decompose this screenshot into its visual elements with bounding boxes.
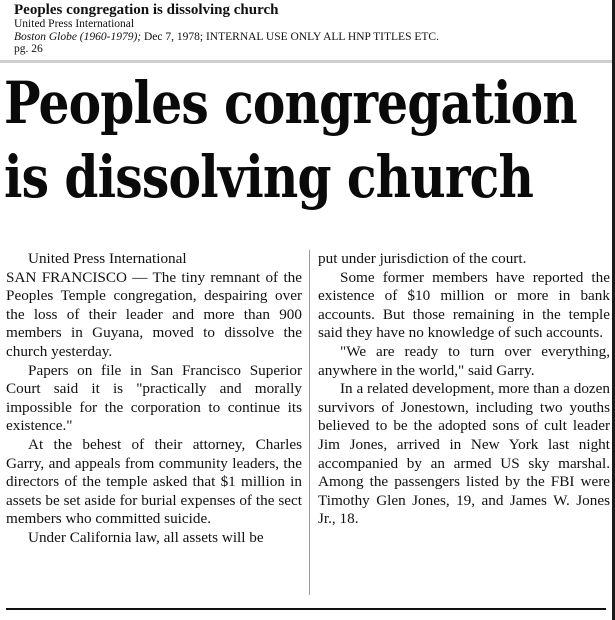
headline-line-2: is dissolving church (4, 143, 534, 211)
headline-line-1: Peoples congregation (4, 69, 577, 137)
citation-source: United Press International (14, 18, 135, 30)
citation-header (14, 2, 604, 56)
citation-publication-line (14, 31, 604, 44)
paragraph: SAN FRANCISCO — The tiny remnant of the Peoples Temple congregation, despairing over the loss of their leader and more than 900 members in Guyana, moved to dissolve the church yesterday. (6, 268, 302, 360)
paragraph: In a related development, more than a dozen survivors of Jonestown, including two youths believed to be the adopted sons of cult leader Jim Jones, arrived in New York last night accompanied by an armed US sky marshal. Among the passengers listed by the FBI were Timothy Glen Jones, 19, and James W. Jones Jr., 18. (318, 380, 610, 528)
citation-title: Peoples congregation is dissolving church (14, 2, 279, 18)
paragraph: "We are ready to turn over everything, anywhere in the world," said Garry. (318, 342, 610, 379)
article-column-left (6, 250, 302, 548)
article-byline: United Press International (28, 250, 187, 267)
bottom-rule (6, 608, 606, 610)
citation-publication: Boston Globe (1960-1979); (14, 30, 142, 43)
article-headline (4, 66, 604, 214)
paragraph: At the behest of their attorney, Charles Garry, and appeals from community leaders, the directors of the temple asked that $1 million in assets be set aside for burial expenses of the sect members who committed suicide. (6, 435, 302, 528)
paragraph: Under California law, all assets will be (28, 528, 264, 546)
paragraph: Papers on file in San Francisco Superior Court said it is "practically and morally impossible for the corporation to continue its existence." (6, 361, 302, 435)
paragraph: put under jurisdiction of the court. (318, 250, 527, 267)
citation-date: Dec 7, 1978; INTERNAL USE ONLY ALL HNP TITLES ETC. (141, 30, 439, 43)
article-column-right (318, 250, 610, 529)
scan-divider (0, 60, 615, 63)
paragraph: Some former members have reported the existence of $10 million or more in bank accounts. But those remaining in the temple said they have no knowledge of such accounts. (318, 268, 610, 342)
column-divider (309, 250, 310, 595)
citation-page: pg. 26 (14, 43, 43, 55)
